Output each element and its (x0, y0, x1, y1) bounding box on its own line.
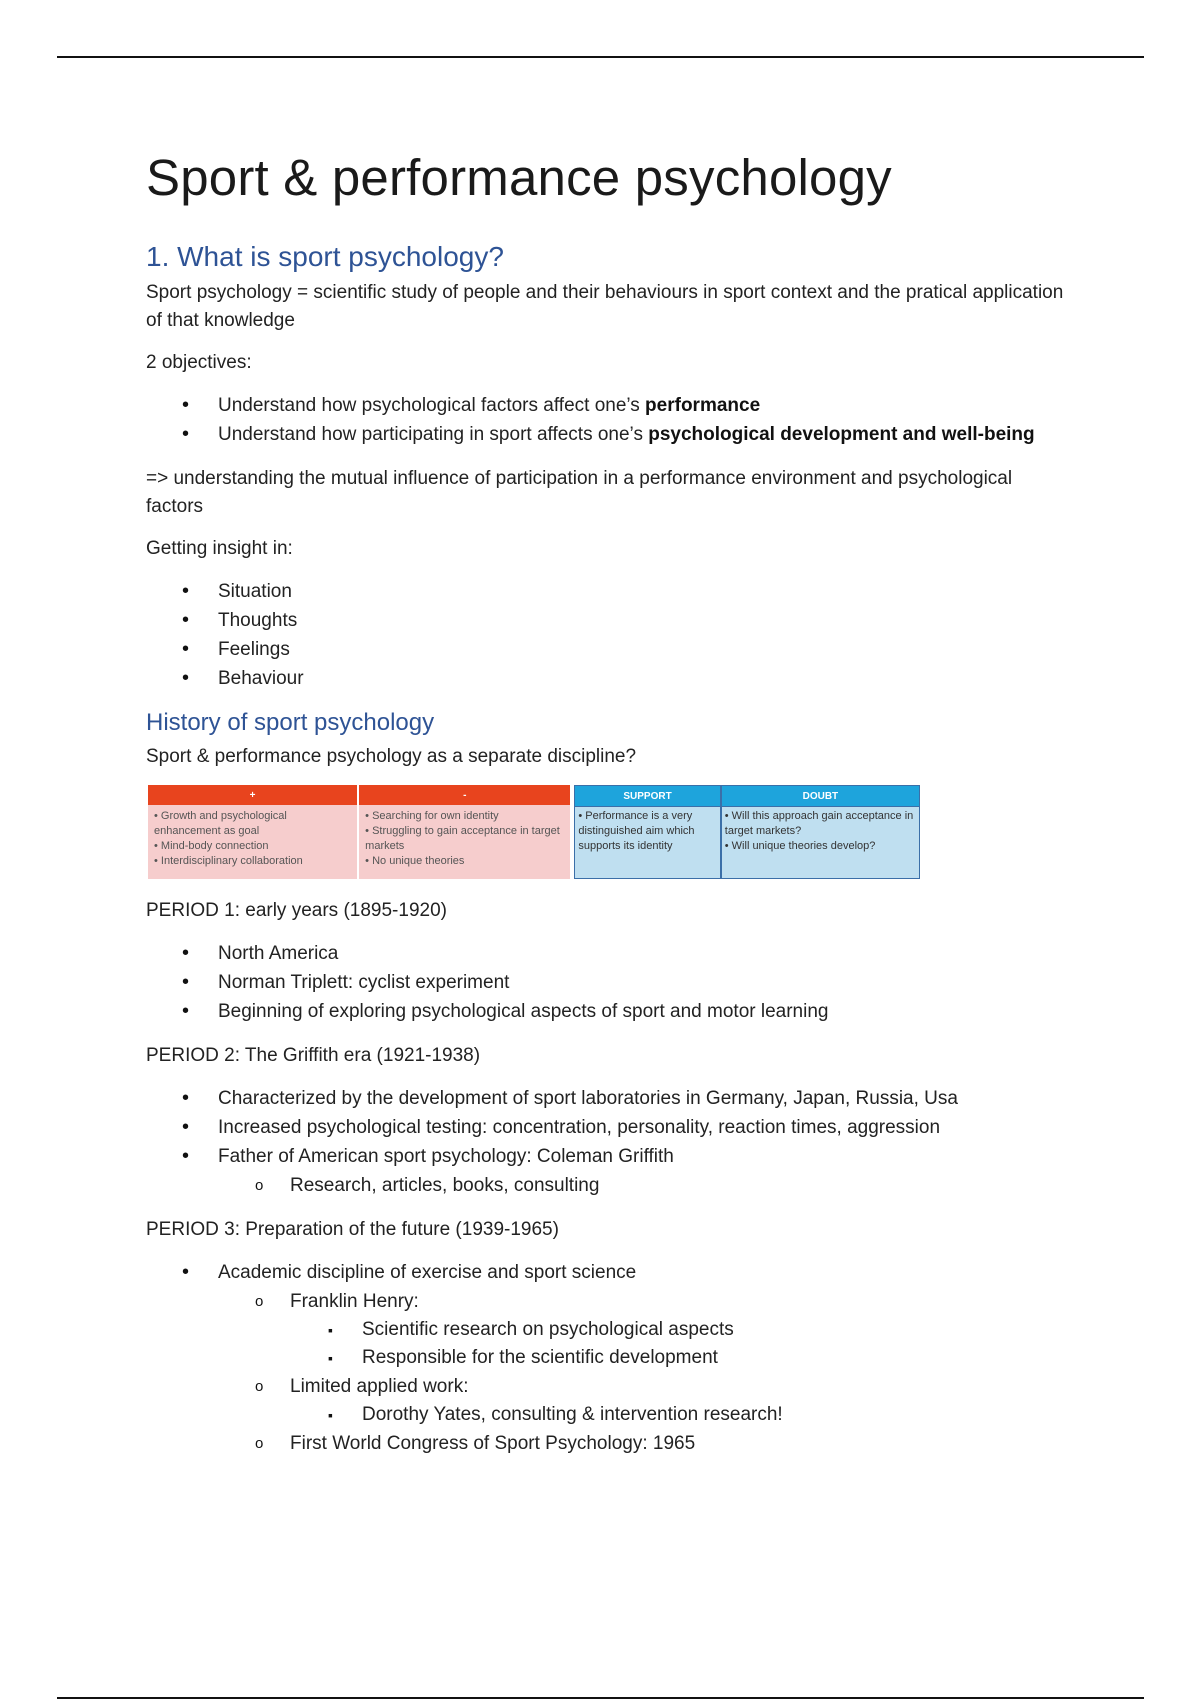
definition-paragraph: Sport psychology = scientific study of people and their behaviours in sport context and the pratical application of that knowledge (146, 282, 1064, 331)
list-item: • North America (146, 939, 1066, 968)
table-cell-line: • Searching for own identity (365, 810, 499, 822)
list-item: • Thoughts (146, 606, 1066, 635)
henry-list (290, 1316, 1066, 1372)
insight-intro: Getting insight in: (146, 538, 293, 559)
sublist-item-text: Limited applied work: (290, 1376, 469, 1397)
top-rule (57, 56, 1144, 58)
list-item (146, 391, 1066, 420)
discipline-table (148, 785, 920, 879)
limited-list (290, 1401, 1066, 1429)
period1-list (146, 939, 1066, 1026)
minus-cell (359, 805, 570, 879)
support-header: SUPPORT (575, 786, 720, 807)
support-cell (575, 807, 720, 878)
table-cell-line: • Struggling to gain acceptance in target markets (365, 825, 560, 852)
insight-list (146, 577, 1066, 693)
support-column (574, 785, 721, 879)
list-item: • Feelings (146, 635, 1066, 664)
period2-list (146, 1084, 1066, 1200)
doubt-cell (722, 807, 919, 878)
minus-column (359, 785, 570, 879)
sublist-item (218, 1287, 1066, 1372)
period1-title: PERIOD 1: early years (1895-1920) (146, 900, 447, 921)
table-cell-line: • Will unique theories develop? (724, 840, 876, 852)
list-item: • Increased psychological testing: concentration, personality, reaction times, aggression (146, 1113, 1066, 1142)
table-cell-line: • Interdisciplinary collaboration (154, 855, 303, 867)
period2-sublist (218, 1171, 1066, 1200)
conclusion-paragraph: => understanding the mutual influence of participation in a performance environment and psychological factors (146, 468, 1013, 517)
objective-text: Understand how psychological factors affect one’s (218, 395, 646, 416)
sublist-item-text: Franklin Henry: (290, 1291, 419, 1312)
period3-title: PERIOD 3: Preparation of the future (1939-1965) (146, 1219, 559, 1240)
bottom-rule (57, 1697, 1144, 1699)
list-item-text: Father of American sport psychology: Coleman Griffith (218, 1146, 674, 1167)
section-heading-what-is: 1. What is sport psychology? (146, 241, 504, 272)
objectives-list (146, 391, 1066, 449)
period3-list (146, 1258, 1066, 1458)
document-page (146, 148, 1066, 1474)
doubt-column (722, 785, 920, 879)
list-item: • Behaviour (146, 664, 1066, 693)
table-cell-line: • Mind-body connection (154, 840, 269, 852)
plus-cell (148, 805, 357, 879)
table-cell-line: • No unique theories (365, 855, 465, 867)
objective-text: Understand how participating in sport affects one’s (218, 424, 649, 445)
list-item: • Situation (146, 577, 1066, 606)
period3-sublist (218, 1287, 1066, 1458)
list-item: • Beginning of exploring psychological aspects of sport and motor learning (146, 997, 1066, 1026)
objective-bold: performance (645, 395, 761, 416)
list-item (146, 1142, 1066, 1200)
history-question: Sport & performance psychology as a separate discipline? (146, 746, 637, 767)
list-item: • Norman Triplett: cyclist experiment (146, 968, 1066, 997)
list-item: • Characterized by the development of sport laboratories in Germany, Japan, Russia, Usa (146, 1084, 1066, 1113)
list-item (146, 420, 1066, 449)
minus-header: - (359, 785, 570, 805)
list-item-text: Academic discipline of exercise and sport science (218, 1262, 637, 1283)
section-heading-history: History of sport psychology (146, 709, 435, 736)
table-cell-line: • Growth and psychological enhancement as goal (154, 810, 287, 837)
plus-header: + (148, 785, 357, 805)
table-cell-line: • Will this approach gain acceptance in target markets? (724, 810, 914, 837)
table-cell-line: • Performance is a very distinguished aim which supports its identity (578, 810, 695, 852)
doubt-header: DOUBT (722, 786, 919, 807)
objectives-intro: 2 objectives: (146, 352, 252, 373)
sublist-item: o Research, articles, books, consulting (218, 1171, 1066, 1200)
sublist-item: o First World Congress of Sport Psychology: 1965 (218, 1429, 1066, 1458)
period2-title: PERIOD 2: The Griffith era (1921-1938) (146, 1045, 481, 1066)
subsublist-item: ▪ Scientific research on psychological aspects (290, 1316, 1066, 1344)
sublist-item (218, 1372, 1066, 1429)
document-title: Sport & performance psychology (146, 149, 892, 206)
plus-column (148, 785, 357, 879)
list-item (146, 1258, 1066, 1458)
subsublist-item: ▪ Responsible for the scientific development (290, 1344, 1066, 1372)
objective-bold: psychological development and well-being (648, 424, 1035, 445)
subsublist-item: ▪ Dorothy Yates, consulting & intervention research! (290, 1401, 1066, 1429)
